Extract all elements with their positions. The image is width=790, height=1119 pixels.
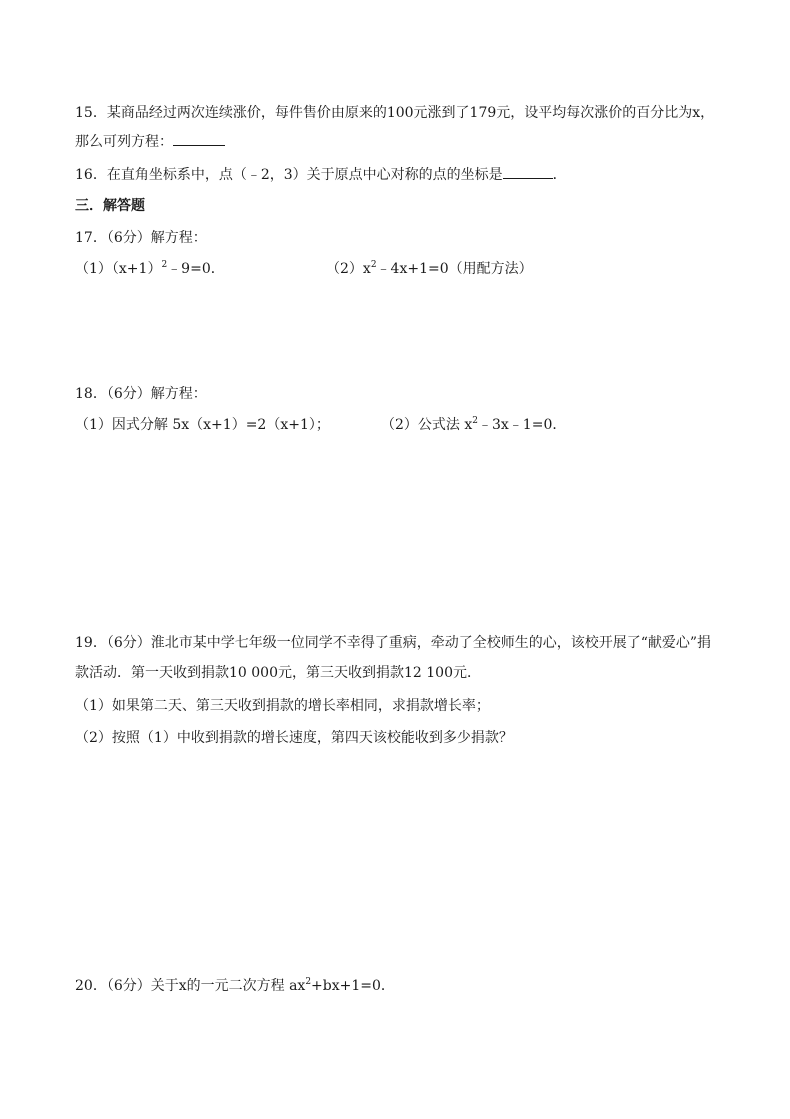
q20-exponent: 2 <box>305 977 312 987</box>
question-18-stem <box>75 385 207 403</box>
q20-stem-tail: +bx+1=0． <box>311 978 395 994</box>
question-16-end: ． <box>552 167 567 183</box>
question-20-stem <box>75 977 395 995</box>
question-18-part-1 <box>75 416 330 434</box>
question-15-line-2 <box>75 133 225 151</box>
answer-blank-15[interactable] <box>173 133 225 146</box>
q19-p2-text: （2）按照（1）中收到捐款的增长速度，第四天该校能收到多少捐款？ <box>75 730 513 746</box>
answer-blank-16[interactable] <box>503 166 553 179</box>
q18-p1-text: （1）因式分解 5x（x+1）=2（x+1）； <box>75 417 330 433</box>
q17-p2-tail: ﹣4x+1=0（用配方法） <box>376 261 533 277</box>
q18-p2-exponent: 2 <box>472 416 478 426</box>
question-19-line-2 <box>75 664 481 682</box>
question-18-part-2 <box>381 416 566 434</box>
q18-p2-tail: ﹣3x﹣1=0． <box>478 417 567 433</box>
q17-p1-text: （1）（x+1） <box>75 261 162 277</box>
question-16 <box>75 166 567 184</box>
q17-p1-exponent: 2 <box>161 260 168 270</box>
question-17-stem-text: 17．（6分）解方程： <box>75 230 207 246</box>
q18-p2-text: （2）公式法 x <box>381 417 473 433</box>
q17-p2-exponent: 2 <box>370 260 377 270</box>
question-15-prompt: 那么可列方程： <box>75 134 173 150</box>
question-15-text: 15．某商品经过两次连续涨价，每件售价由原来的100元涨到了179元，设平均每次涨价的百分比为x， <box>75 105 715 121</box>
q19-line2-text: 款活动．第一天收到捐款10 000元，第三天收到捐款12 100元． <box>75 665 481 681</box>
question-19-part-2 <box>75 729 513 747</box>
q19-p1-text: （1）如果第二天、第三天收到捐款的增长率相同，求捐款增长率； <box>75 698 490 714</box>
question-17-stem <box>75 229 207 247</box>
question-18-stem-text: 18．（6分）解方程： <box>75 386 207 402</box>
q19-line1-text: 19．（6分）淮北市某中学七年级一位同学不幸得了重病，牵动了全校师生的心，该校开展了“献爱心”捐 <box>75 635 712 651</box>
section-title-3 <box>75 197 145 215</box>
question-19-part-1 <box>75 697 490 715</box>
q17-p2-text: （2）x <box>326 261 371 277</box>
question-19-line-1 <box>75 634 711 652</box>
question-17-part-2 <box>326 260 533 278</box>
q17-p1-tail: ﹣9=0． <box>167 261 225 277</box>
q20-stem-text: 20．（6分）关于x的一元二次方程 ax <box>75 978 306 994</box>
question-15-line-1 <box>75 104 714 122</box>
section-title-text: 三．解答题 <box>75 198 145 214</box>
question-17-part-1 <box>75 260 225 278</box>
question-16-text: 16．在直角坐标系中，点（﹣2，3）关于原点中心对称的点的坐标是 <box>75 167 503 183</box>
